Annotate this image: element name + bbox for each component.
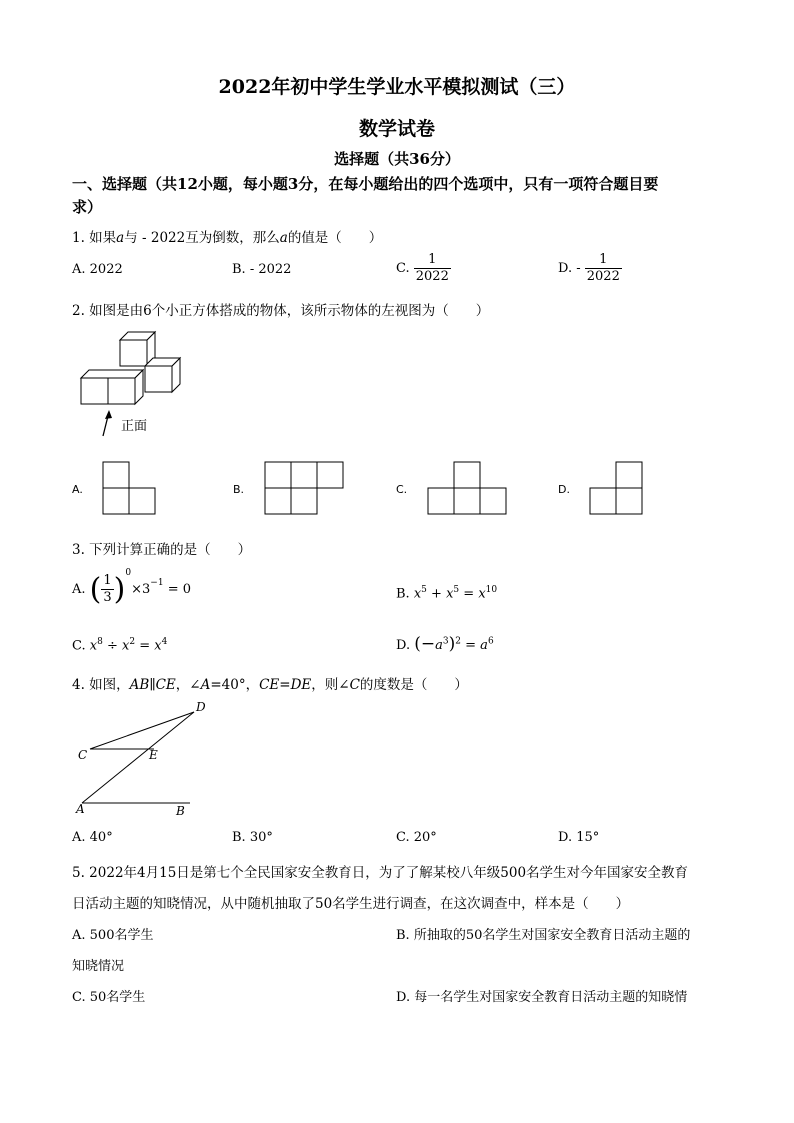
cube-top-front: [120, 340, 147, 366]
q4-option-c: C. 20°: [396, 830, 437, 845]
q4-stem-C: C: [349, 677, 360, 693]
q1-option-d-label: D. -: [558, 261, 581, 276]
q3-b-x2: x: [446, 586, 454, 602]
q4-stem-pre: 4. 如图，: [72, 677, 130, 693]
q4-stem: [72, 673, 468, 693]
q4-label-E: E: [149, 748, 158, 762]
q3-b-plus: +: [426, 586, 447, 602]
q3-d-e1: 3: [442, 636, 449, 647]
q3-option-c: [72, 637, 167, 653]
q2-option-b-figure: [264, 461, 348, 517]
q3-a-fraction: [101, 573, 113, 606]
q1-option-c-label: C.: [396, 261, 410, 276]
q1-d-den: 2022: [586, 269, 620, 284]
q4-stem-end: 的度数是（ ）: [359, 677, 468, 693]
q3-c-eq: =: [135, 638, 155, 654]
q3-a-num: 1: [103, 573, 112, 588]
q5-option-b-line1: B. 所抽取的50名学生对国家安全教育日活动主题的: [396, 928, 691, 943]
q4-option-d: D. 15°: [558, 830, 600, 845]
q3-a-mid: ×3: [131, 582, 151, 597]
q3-b-e2: 5: [453, 585, 460, 595]
q1-d-num: 1: [599, 252, 608, 267]
q4-stem-A: A: [200, 677, 211, 693]
q4-label-B: B: [176, 804, 185, 818]
q4-label-C: C: [78, 748, 88, 762]
q1-c-num: 1: [428, 252, 437, 267]
q1-option-d: [558, 252, 622, 285]
q3-a-exp: −1: [150, 578, 164, 588]
q3-c-div: ÷: [102, 638, 123, 654]
q3-a-label: A.: [72, 582, 86, 597]
q3-c-x3: x: [154, 638, 162, 654]
q3-c-x1: x: [89, 638, 98, 654]
q3-a-paren-left: (: [89, 572, 102, 607]
q5-option-a: A. 500名学生: [72, 928, 154, 943]
q2-front-label: 正面: [121, 419, 148, 434]
arrow-head: [105, 410, 112, 419]
q2-option-d-label: D.: [558, 483, 570, 496]
q2-option-a-figure: [102, 461, 158, 517]
q4-stem-mid1: ，∠: [175, 677, 201, 693]
q5-stem-line2: 日活动主题的知晓情况，从中随机抽取了50名学生进行调查，在这次调查中，样本是（ ）: [72, 896, 630, 912]
q1-stem-a: 1. 如果: [72, 230, 117, 246]
q3-c-e1: 8: [97, 637, 103, 647]
q3-b-x3: x: [478, 586, 486, 602]
q1-option-b: B. - 2022: [232, 262, 292, 277]
q3-a-paren-right: ): [113, 572, 126, 607]
q3-c-e2: 2: [129, 637, 136, 647]
segment-CD: [90, 712, 194, 749]
q3-d-a: a: [435, 638, 443, 653]
q4-stem-mid2: =40°，: [210, 677, 260, 693]
q1-option-c: [396, 252, 451, 285]
section-heading-line1: 一、选择题（共12小题，每小题3分，在每小题给出的四个选项中，只有一项符合题目要: [72, 175, 659, 193]
q4-label-A: A: [76, 802, 85, 816]
q4-stem-ab: AB∥CE: [129, 677, 176, 693]
segment-AD: [82, 712, 194, 803]
q3-b-x1: x: [413, 586, 422, 602]
q3-d-open: (−: [414, 634, 436, 654]
q5-option-c: C. 50名学生: [72, 990, 146, 1005]
q3-b-label: B.: [396, 586, 410, 602]
q4-stem-mid3: ，则∠: [311, 677, 350, 693]
q3-d-a2: a: [480, 638, 488, 653]
cube-left-lid: [81, 370, 143, 378]
q1-var-a2: a: [279, 230, 288, 246]
q2-option-d-figure: [589, 461, 647, 517]
q3-d-label: D.: [396, 638, 411, 653]
subject-title: 数学试卷: [358, 118, 435, 140]
q4-geometry-figure: [70, 700, 220, 820]
q3-b-e1: 5: [421, 585, 427, 595]
q1-var-a: a: [116, 230, 125, 246]
q3-option-a: [72, 568, 191, 612]
q2-option-b-label: B.: [233, 483, 245, 496]
q4-label-D: D: [196, 700, 206, 714]
part-title: 选择题（共36分）: [334, 150, 460, 168]
q5-option-d: D. 每一名学生对国家安全教育日活动主题的知晓情: [396, 990, 688, 1005]
q1-stem: [72, 226, 382, 246]
q1-c-den: 2022: [415, 269, 449, 284]
page-title: 2022年初中学生学业水平模拟测试（三）: [218, 76, 576, 98]
q3-option-d: [396, 634, 494, 654]
q3-d-e3: 6: [487, 636, 494, 647]
q3-b-eq: =: [459, 586, 479, 602]
cube-left-front-2: [108, 378, 135, 404]
q4-option-b: B. 30°: [232, 830, 273, 845]
q2-stem: 2. 如图是由6个小正方体搭成的物体，该所示物体的左视图为（ ）: [72, 303, 490, 319]
q3-a-exp0: 0: [125, 568, 132, 578]
q4-stem-ce: CE=DE: [259, 677, 312, 693]
q5-option-b-line2: 知晓情况: [72, 959, 125, 974]
q3-stem: 3. 下列计算正确的是（ ）: [72, 542, 252, 558]
q3-c-label: C.: [72, 638, 86, 654]
q3-a-den: 3: [103, 590, 112, 605]
q1-stem-c: 的值是（ ）: [287, 230, 383, 246]
q1-option-a: A. 2022: [72, 262, 123, 277]
q2-option-c-figure: [427, 461, 511, 517]
cube-right-front: [145, 366, 172, 392]
q3-b-e3: 10: [485, 585, 498, 595]
q3-d-close: ): [448, 634, 456, 654]
q1-option-d-fraction: [585, 252, 622, 285]
q2-option-c-label: C.: [396, 483, 408, 496]
q5-stem-line1: 5. 2022年4月15日是第七个全民国家安全教育日，为了了解某校八年级500名学生对今年国家安全教育: [72, 865, 689, 881]
q3-c-x2: x: [122, 638, 130, 654]
q3-option-b: [396, 585, 497, 601]
q1-option-c-fraction: [414, 252, 451, 285]
q3-c-e3: 4: [161, 637, 168, 647]
cube-left-front-1: [81, 378, 108, 404]
q3-a-tail: = 0: [163, 582, 192, 597]
q1-stem-b: 与 - 2022互为倒数，那么: [124, 230, 280, 246]
q3-d-eq: =: [461, 638, 481, 653]
q3-d-e2: 2: [455, 636, 461, 647]
q2-option-a-label: A.: [72, 483, 83, 496]
q4-option-a: A. 40°: [72, 830, 113, 845]
section-heading-line2: 求）: [72, 198, 103, 216]
